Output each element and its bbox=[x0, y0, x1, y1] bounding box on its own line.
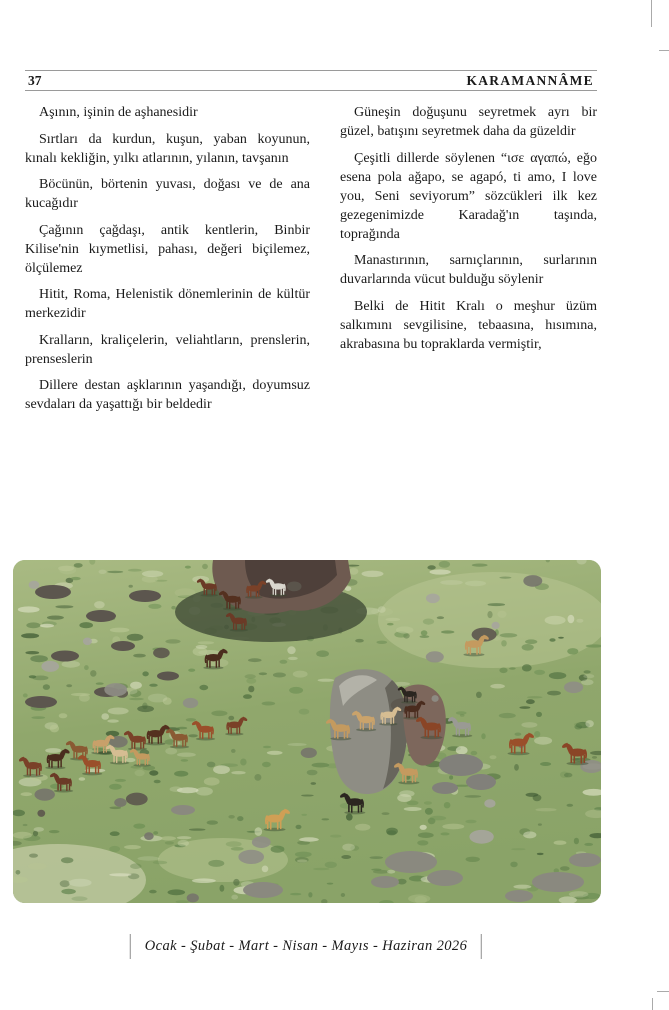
paragraph: Aşının, işinin de aşhanesidir bbox=[39, 105, 198, 120]
page-number: 37 bbox=[28, 72, 42, 88]
crop-mark-top-right-vertical bbox=[651, 0, 652, 27]
paragraph: Kralların, kraliçelerin, veliahtların, prenslerin, prenseslerin bbox=[25, 332, 310, 367]
paragraph: Manastırının, sarnıçlarının, surlarının duvarlarında vücut bulduğu söylenir bbox=[340, 253, 597, 287]
horses-photo-svg bbox=[13, 560, 601, 903]
sunlit-grass-patch bbox=[378, 572, 601, 668]
paragraph: Belki de Hitit Kralı o meşhur üzüm salkımını sevgilisine, tebaasına, hısımına, akrabasına bu topraklarda vermiştir, bbox=[340, 298, 597, 352]
column-left bbox=[25, 103, 310, 422]
crop-mark-bottom-right-horizontal bbox=[657, 991, 669, 992]
body-text bbox=[25, 103, 597, 422]
paragraph: Böcünün, börtenin yuvası, doğası ve de ana kucağıdır bbox=[25, 177, 310, 211]
running-head bbox=[25, 70, 597, 91]
paragraph: Hitit, Roma, Helenistik dönemlerinin de kültür merkezidir bbox=[25, 287, 310, 321]
paragraph: Sırtları da kurdun, kuşun, yaban koyunun, kınalı kekliğin, yılkı atlarının, yılanın, tavşanın bbox=[25, 131, 310, 166]
crop-mark-top-right-horizontal bbox=[659, 50, 669, 51]
page-title: KARAMANNÂME bbox=[466, 72, 594, 88]
paragraph: Dillere destan aşklarının yaşandığı, doyumsuz sevdaları da yaşattığı bir beldedir bbox=[25, 378, 310, 412]
issue-footer: Ocak - Şubat - Mart - Nisan - Mayıs - Haziran 2026 bbox=[130, 934, 482, 959]
paragraph: Çağının çağdaşı, antik kentlerin, Binbir Kilise'nin kıymetlisi, pahası, değeri biçilemez, ölçülemez bbox=[25, 222, 310, 276]
horses-photo bbox=[13, 560, 601, 903]
paragraph: Çeşitli dillerde söylenen “ισε αγαπώ, eğo esena pola ağapo, se agapó, ti amo, I love you, Seni seviyorum” sözcükleri ilk kez gezegenimizde Karadağ'ın taşında, toprağında bbox=[340, 150, 597, 242]
column-right bbox=[340, 103, 597, 422]
crop-mark-bottom-right-vertical bbox=[652, 998, 653, 1010]
paragraph: Güneşin doğuşunu seyretmek ayrı bir güzel, batışını seyretmek daha da güzeldir bbox=[340, 105, 597, 139]
